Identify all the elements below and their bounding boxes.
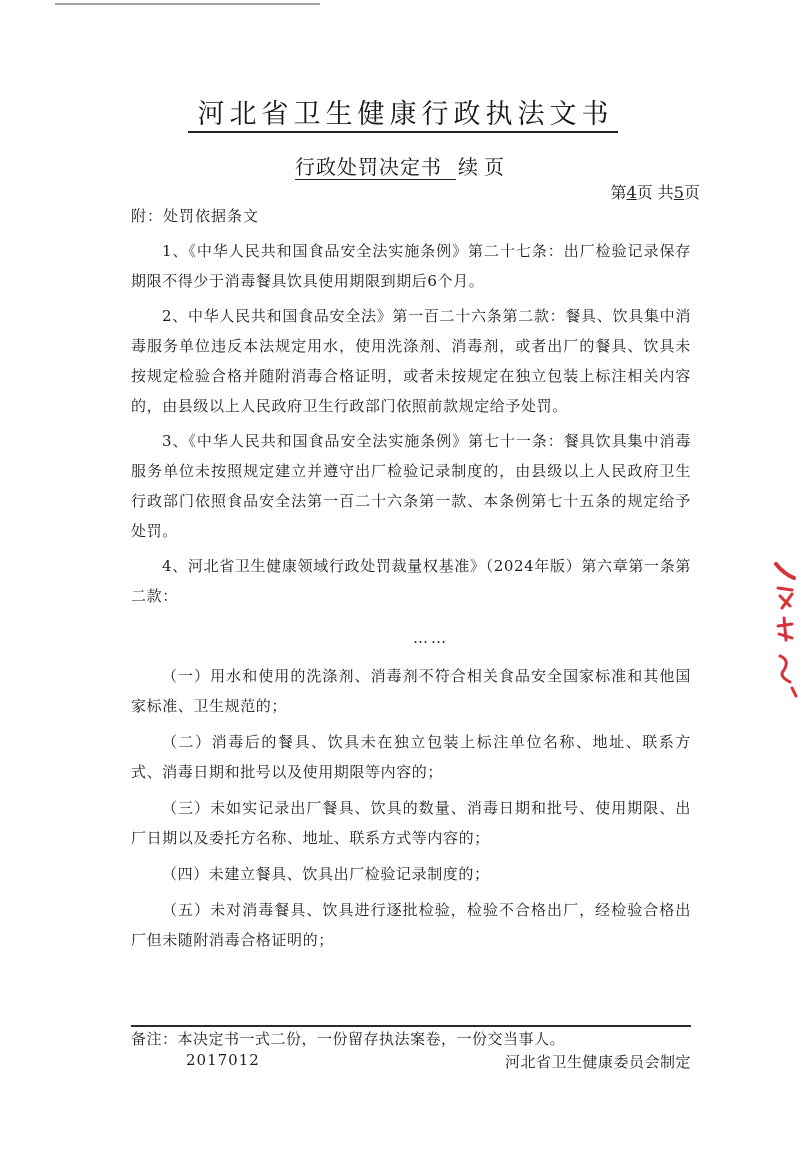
top-scan-line — [55, 3, 320, 5]
page-number — [611, 180, 701, 203]
clause-item-2: （二）消毒后的餐具、饮具未在独立包装上标注单位名称、地址、联系方式、消毒日期和批号以及使用期限等内容的； — [131, 733, 691, 781]
document-body — [131, 236, 691, 961]
form-maker: 河北省卫生健康委员会制定 — [504, 1053, 691, 1071]
form-code: 2017012 — [186, 1051, 260, 1069]
legal-basis-paragraph-3: 3、《中华人民共和国食品安全法实施条例》第七十一条：餐具饮具集中消毒服务单位未按照规定建立并遵守出厂检验记录制度的，由县级以上人民政府卫生行政部门依照食品安全法第一百二十六条第一款、本条例第七十五条的规定给予处罚。 — [131, 432, 691, 540]
ellipsis: …… — [413, 629, 449, 647]
footer-divider — [131, 1025, 691, 1027]
page-current: 4 — [626, 183, 637, 202]
document-title-text: 河北省卫生健康行政执法文书 — [188, 99, 618, 133]
footer-note: 备注：本决定书一式二份，一份留存执法案卷，一份交当事人。 — [131, 1030, 566, 1048]
legal-basis-paragraph-1: 1、《中华人民共和国食品安全法实施条例》第二十七条：出厂检验记录保存期限不得少于消毒餐具饮具使用期限到期后6个月。 — [131, 242, 691, 290]
subtitle-main: 行政处罚决定书 — [295, 155, 456, 180]
clause-item-1: （一）用水和使用的洗涤剂、消毒剂不符合相关食品安全国家标准和其他国家标准、卫生规范的； — [131, 667, 691, 715]
clause-item-3: （三）未如实记录出厂餐具、饮具的数量、消毒日期和批号、使用期限、出厂日期以及委托方名称、地址、联系方式等内容的； — [131, 799, 691, 847]
subtitle-continuation: 续页 — [458, 155, 510, 179]
page-total: 5 — [673, 183, 684, 202]
document-title — [0, 92, 805, 131]
legal-basis-paragraph-4: 4、河北省卫生健康领域行政处罚裁量权基准》（2024年版）第六章第一条第二款： — [131, 557, 691, 605]
seal-stamp-fragment-icon — [770, 560, 800, 700]
clause-item-4: （四）未建立餐具、饮具出厂检验记录制度的； — [162, 865, 490, 883]
clause-list — [131, 661, 691, 955]
page-mid: 页 共 — [636, 183, 674, 202]
clause-item-5: （五）未对消毒餐具、饮具进行逐批检验，检验不合格出厂，经检验合格出厂但未随附消毒合格证明的； — [131, 901, 691, 949]
page-prefix: 第 — [610, 183, 627, 202]
legal-basis-paragraph-2: 2、中华人民共和国食品安全法》第一百二十六条第二款：餐具、饮具集中消毒服务单位违反本法规定用水，使用洗涤剂、消毒剂，或者出厂的餐具、饮具未按规定检验合格并随附消毒合格证明，或者未按规定在独立包装上标注相关内容的，由县级以上人民政府卫生行政部门依照前款规定给予处罚。 — [131, 307, 691, 415]
document-subtitle — [0, 151, 805, 180]
page-suffix: 页 — [683, 183, 700, 202]
attachment-label: 附：处罚依据条文 — [131, 207, 260, 225]
